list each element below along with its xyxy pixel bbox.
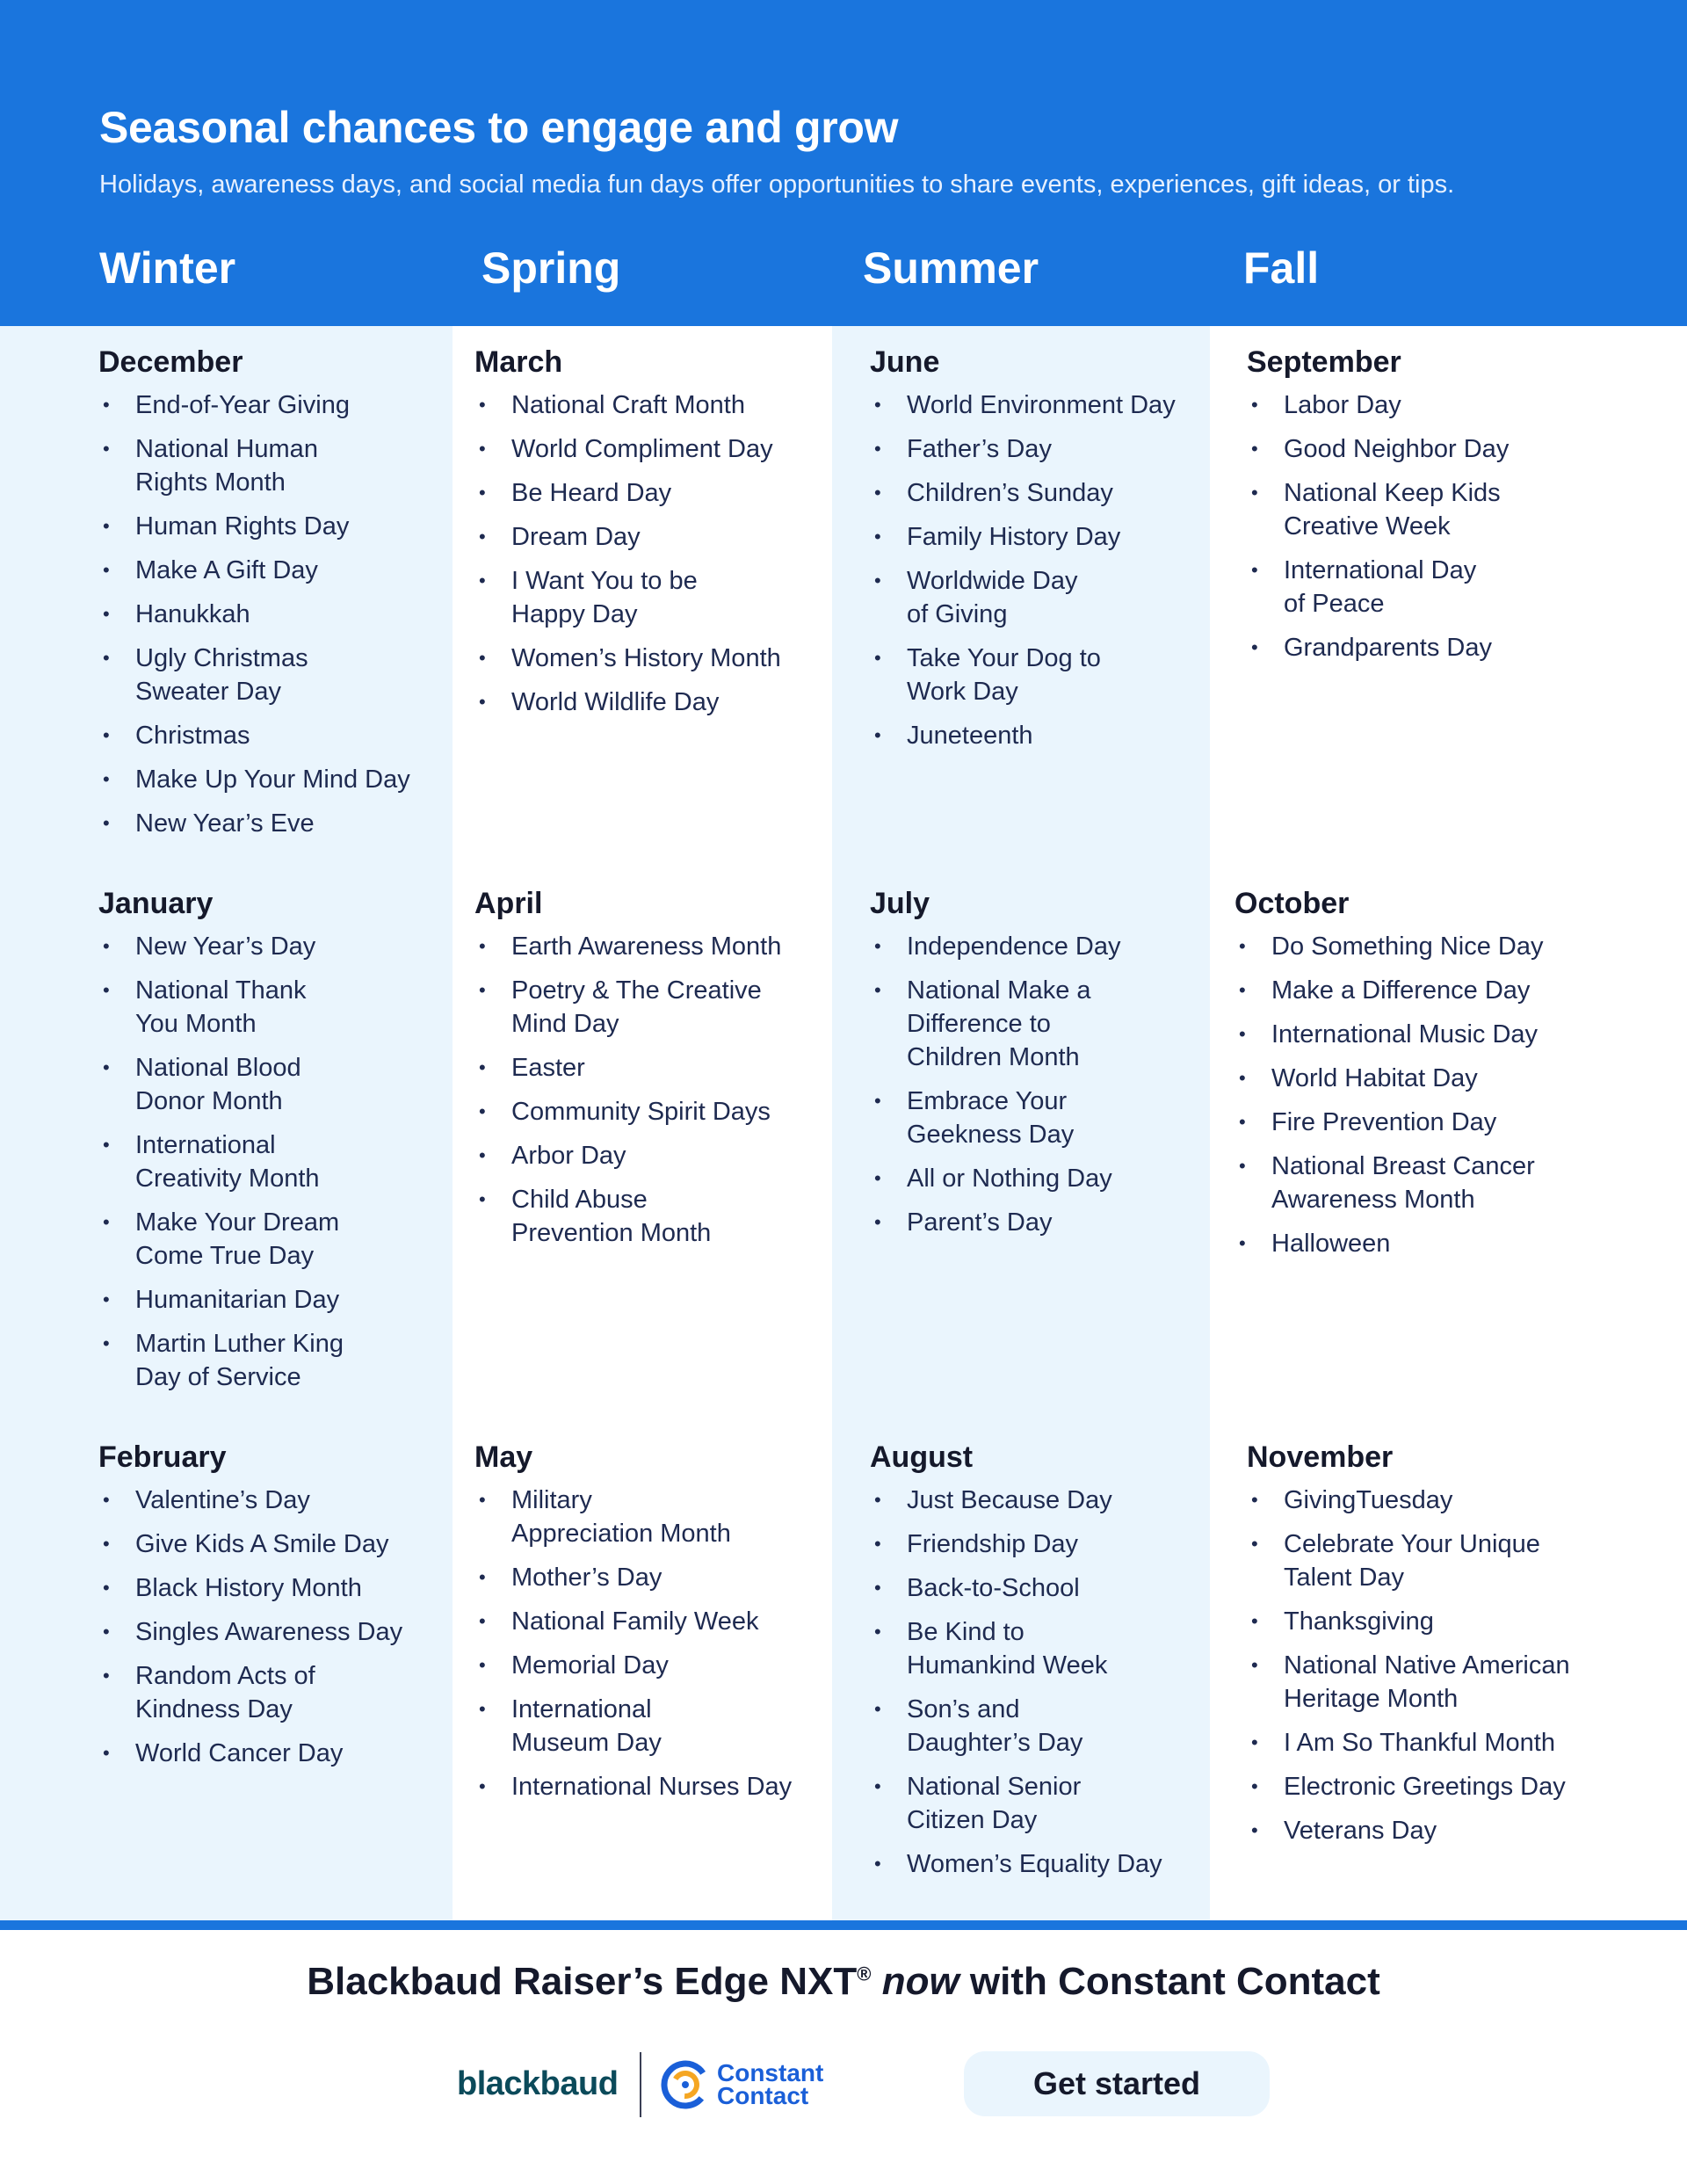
event-label: Women’s Equality Day [907,1850,1162,1878]
bullet-icon: • [1239,979,1246,1001]
event-list-item [870,564,1221,631]
event-label: National Blood Donor Month [135,1054,301,1115]
footer-tagline [0,1960,1687,2004]
event-label: World Environment Day [907,391,1176,419]
event-label: Poetry & The Creative Mind Day [511,976,762,1038]
event-list [870,388,1221,752]
event-label: Memorial Day [511,1651,669,1680]
month-block-october [1234,886,1586,1271]
bullet-icon: • [1251,1533,1258,1555]
event-label: Take Your Dog to Work Day [907,644,1101,706]
bullet-icon: • [479,691,486,713]
month-block-december [98,345,450,851]
bullet-icon: • [479,979,486,1001]
bullet-icon: • [479,570,486,591]
season-heading-winter: Winter [99,243,236,293]
bullet-icon: • [874,1698,881,1720]
event-label: Celebrate Your Unique Talent Day [1284,1530,1540,1592]
month-block-april [474,886,826,1260]
bullet-icon: • [1239,1111,1246,1133]
bullet-icon: • [1251,1775,1258,1797]
event-list [1247,1484,1598,1847]
bullet-icon: • [1239,1155,1246,1177]
event-label: Humanitarian Day [135,1286,340,1314]
bullet-icon: • [103,1056,110,1078]
event-label: International Music Day [1271,1020,1539,1048]
bullet-icon: • [103,1489,110,1511]
month-heading: February [98,1440,227,1474]
event-label: Arbor Day [511,1142,626,1170]
month-heading: May [474,1440,533,1474]
event-list-item [870,1484,1221,1517]
event-label: Make Your Dream Come True Day [135,1208,340,1270]
event-label: End-of-Year Giving [135,391,350,419]
event-label: World Wildlife Day [511,688,720,716]
month-block-january [98,886,450,1404]
cc-logo-line2: Contact [717,2082,809,2109]
event-label: New Year’s Day [135,932,316,961]
event-list-item [870,1527,1221,1561]
event-label: National Human Rights Month [135,435,318,497]
event-list-item [474,930,826,963]
event-label: Give Kids A Smile Day [135,1530,389,1558]
event-list-item [1247,1770,1598,1803]
month-block-february [98,1440,450,1781]
bullet-icon: • [1251,482,1258,504]
bullet-icon: • [479,482,486,504]
bullet-icon: • [103,935,110,957]
get-started-button[interactable]: Get started [964,2051,1270,2116]
event-list [1234,930,1586,1260]
event-list-item [98,930,450,963]
event-list-item [98,1527,450,1561]
month-heading: July [870,887,930,920]
bullet-icon: • [874,1090,881,1112]
bullet-icon: • [479,1144,486,1166]
event-label: Child Abuse Prevention Month [511,1186,712,1247]
event-list-item [870,476,1221,510]
month-block-june [870,345,1221,763]
event-label: Friendship Day [907,1530,1079,1558]
bullet-icon: • [1251,559,1258,581]
month-heading: December [98,345,243,379]
season-heading-fall: Fall [1243,243,1320,293]
event-list-item [474,1051,826,1085]
bullet-icon: • [479,1610,486,1632]
season-heading-summer: Summer [863,243,1039,293]
page-subtitle: Holidays, awareness days, and social media fun days offer opportunities to share events, experiences, gift ideas, or tips. [99,171,1455,199]
event-list-item [870,1615,1221,1682]
event-list-item [1247,1484,1598,1517]
bullet-icon: • [479,438,486,460]
bullet-icon: • [103,1665,110,1687]
event-list [98,930,450,1394]
bullet-icon: • [874,570,881,591]
event-list-item [98,1051,450,1118]
bullet-icon: • [874,979,881,1001]
event-list-item [474,520,826,554]
event-list-item [474,1139,826,1172]
event-list-item [1247,388,1598,422]
bullet-icon: • [103,1621,110,1643]
event-list-item [98,1659,450,1726]
event-label: National Native American Heritage Month [1284,1651,1570,1713]
event-label: Singles Awareness Day [135,1618,403,1646]
event-list-item [1247,1527,1598,1594]
month-block-july [870,886,1221,1250]
event-list-item [98,554,450,587]
bullet-icon: • [103,603,110,625]
event-list-item [98,719,450,752]
event-list-item [870,1571,1221,1605]
event-list-item [870,930,1221,963]
month-heading: August [870,1440,974,1474]
event-label: International Nurses Day [511,1773,793,1801]
event-label: New Year’s Eve [135,809,315,838]
event-list-item [474,1484,826,1550]
event-list-item [1234,1018,1586,1051]
event-label: Veterans Day [1284,1817,1437,1845]
event-list-item [474,564,826,631]
event-label: International Museum Day [511,1695,662,1757]
event-label: Mother’s Day [511,1564,662,1592]
event-list [870,930,1221,1239]
month-block-may [474,1440,826,1814]
bullet-icon: • [103,768,110,790]
event-label: Women’s History Month [511,644,781,672]
month-block-march [474,345,826,729]
event-label: Black History Month [135,1574,362,1602]
event-label: National Senior Citizen Day [907,1773,1082,1834]
event-list-item [1247,1605,1598,1638]
event-list-item [98,642,450,708]
month-block-november [1247,1440,1598,1858]
bullet-icon: • [874,724,881,746]
month-heading: April [474,887,543,920]
event-list-item [98,1737,450,1770]
event-label: Grandparents Day [1284,634,1492,662]
event-list-item [870,432,1221,466]
event-label: Valentine’s Day [135,1486,310,1514]
constant-contact-mark-icon [661,2060,710,2109]
event-list-item [98,598,450,631]
event-label: National Craft Month [511,391,745,419]
event-list [98,1484,450,1770]
event-list-item [1234,974,1586,1007]
bullet-icon: • [1239,1023,1246,1045]
event-list-item [98,1283,450,1317]
event-list-item [474,1095,826,1128]
event-label: Ugly Christmas Sweater Day [135,644,308,706]
event-list-item [98,510,450,543]
event-label: GivingTuesday [1284,1486,1453,1514]
month-heading: January [98,887,214,920]
event-list-item [1247,1649,1598,1716]
bullet-icon: • [479,1056,486,1078]
bullet-icon: • [874,1489,881,1511]
bullet-icon: • [874,1775,881,1797]
event-label: Easter [511,1054,585,1082]
event-list-item [474,1649,826,1682]
event-label: Earth Awareness Month [511,932,782,961]
event-list-item [1247,432,1598,466]
event-label: Back-to-School [907,1574,1080,1602]
bullet-icon: • [103,394,110,416]
event-list-item [1234,1227,1586,1260]
event-label: Embrace Your Geekness Day [907,1087,1075,1149]
event-label: Do Something Nice Day [1271,932,1544,961]
event-label: Be Kind to Humankind Week [907,1618,1108,1680]
blackbaud-logo: blackbaud [457,2065,619,2102]
event-label: Children’s Sunday [907,479,1113,507]
page-title: Seasonal chances to engage and grow [99,103,899,152]
event-list-item [1247,554,1598,620]
event-list [474,930,826,1250]
event-label: Make A Gift Day [135,556,318,584]
event-label: Martin Luther King Day of Service [135,1330,344,1391]
bullet-icon: • [103,724,110,746]
month-heading: June [870,345,940,379]
bullet-icon: • [103,515,110,537]
month-heading: October [1234,887,1350,920]
bullet-icon: • [1251,1489,1258,1511]
bullet-icon: • [479,526,486,548]
event-list-item [870,719,1221,752]
event-label: Electronic Greetings Day [1284,1773,1566,1801]
bullet-icon: • [103,812,110,834]
event-list-item [1234,1062,1586,1095]
event-list-item [1247,476,1598,543]
bullet-icon: • [874,1167,881,1189]
event-list-item [1247,1726,1598,1760]
bullet-icon: • [1251,394,1258,416]
bullet-icon: • [479,394,486,416]
bullet-icon: • [874,438,881,460]
event-label: Just Because Day [907,1486,1112,1514]
event-label: Worldwide Day of Giving [907,567,1078,628]
event-label: Be Heard Day [511,479,672,507]
month-heading: September [1247,345,1401,379]
event-label: National Family Week [511,1607,759,1636]
event-label: National Thank You Month [135,976,307,1038]
bullet-icon: • [479,1489,486,1511]
event-label: Make a Difference Day [1271,976,1531,1005]
bullet-icon: • [103,647,110,669]
bullet-icon: • [1251,1819,1258,1841]
event-label: Family History Day [907,523,1121,551]
bullet-icon: • [874,1621,881,1643]
event-list-item [870,1162,1221,1195]
event-label: International Creativity Month [135,1131,320,1193]
month-block-august [870,1440,1221,1891]
bullet-icon: • [874,482,881,504]
event-list-item [98,807,450,840]
season-heading-spring: Spring [481,243,621,293]
constant-contact-logo [661,2060,823,2109]
bullet-icon: • [103,1533,110,1555]
event-label: I Am So Thankful Month [1284,1729,1555,1757]
event-list-item [1234,1150,1586,1216]
event-list-item [474,686,826,719]
event-list-item [474,1561,826,1594]
event-list-item [474,1183,826,1250]
event-list-item [474,1693,826,1760]
bullet-icon: • [103,559,110,581]
event-label: Dream Day [511,523,641,551]
event-label: National Make a Difference to Children Month [907,976,1091,1071]
tagline-now: now [881,1960,959,2003]
bullet-icon: • [479,1188,486,1210]
event-list-item [1247,1814,1598,1847]
bullet-icon: • [103,1288,110,1310]
event-list-item [870,1770,1221,1837]
bullet-icon: • [103,979,110,1001]
bullet-icon: • [1239,935,1246,957]
event-label: Make Up Your Mind Day [135,765,410,794]
registered-mark: ® [857,1963,872,1985]
bullet-icon: • [1239,1067,1246,1089]
bullet-icon: • [479,1654,486,1676]
event-list-item [870,520,1221,554]
bullet-icon: • [103,1577,110,1599]
event-list-item [98,1128,450,1195]
event-list-item [98,974,450,1041]
event-list-item [870,388,1221,422]
header-banner [0,0,1687,326]
event-label: National Keep Kids Creative Week [1284,479,1501,541]
bullet-icon: • [1251,636,1258,658]
event-list-item [98,1615,450,1649]
bullet-icon: • [103,1742,110,1764]
event-list-item [474,642,826,675]
event-label: Son’s and Daughter’s Day [907,1695,1083,1757]
bullet-icon: • [1251,1610,1258,1632]
event-label: Fire Prevention Day [1271,1108,1497,1136]
event-label: World Habitat Day [1271,1064,1478,1092]
event-list-item [1247,631,1598,664]
event-list-item [474,476,826,510]
event-label: World Cancer Day [135,1739,344,1767]
event-list-item [870,974,1221,1074]
event-label: Military Appreciation Month [511,1486,731,1548]
event-list [1247,388,1598,664]
event-list [474,1484,826,1803]
event-list-item [98,1327,450,1394]
event-list [474,388,826,719]
month-heading: November [1247,1440,1394,1474]
footer-divider-bar [0,1920,1687,1930]
event-list-item [98,763,450,796]
event-label: Christmas [135,722,250,750]
event-label: All or Nothing Day [907,1165,1112,1193]
bullet-icon: • [479,1566,486,1588]
event-list-item [98,1484,450,1517]
bullet-icon: • [103,1134,110,1156]
event-label: Human Rights Day [135,512,350,541]
event-label: Hanukkah [135,600,250,628]
event-label: World Compliment Day [511,435,773,463]
event-list-item [98,1206,450,1273]
bullet-icon: • [1251,438,1258,460]
event-label: National Breast Cancer Awareness Month [1271,1152,1535,1214]
event-list-item [98,1571,450,1605]
bullet-icon: • [1251,1731,1258,1753]
event-label: Halloween [1271,1230,1391,1258]
bullet-icon: • [1251,1654,1258,1676]
event-label: Good Neighbor Day [1284,435,1510,463]
event-label: Community Spirit Days [511,1098,771,1126]
event-label: International Day of Peace [1284,556,1477,618]
event-label: Labor Day [1284,391,1401,419]
tagline-partner: with Constant Contact [969,1960,1380,2003]
event-list-item [474,432,826,466]
bullet-icon: • [874,526,881,548]
event-list-item [870,1206,1221,1239]
event-list [98,388,450,840]
bullet-icon: • [479,1698,486,1720]
bullet-icon: • [479,647,486,669]
bullet-icon: • [1239,1232,1246,1254]
event-label: Parent’s Day [907,1208,1053,1237]
event-label: Father’s Day [907,435,1052,463]
bullet-icon: • [479,1100,486,1122]
event-list-item [870,1085,1221,1151]
bullet-icon: • [874,1853,881,1875]
tagline-product: Blackbaud Raiser’s Edge NXT [307,1960,858,2003]
bullet-icon: • [103,1332,110,1354]
bullet-icon: • [103,438,110,460]
bullet-icon: • [874,1577,881,1599]
bullet-icon: • [874,1533,881,1555]
event-list-item [1234,930,1586,963]
bullet-icon: • [874,1211,881,1233]
bullet-icon: • [479,1775,486,1797]
event-list-item [870,642,1221,708]
event-list-item [474,1770,826,1803]
month-block-september [1247,345,1598,675]
event-list-item [474,974,826,1041]
bullet-icon: • [479,935,486,957]
event-label: Juneteenth [907,722,1033,750]
event-list-item [98,432,450,499]
event-list [870,1484,1221,1881]
bullet-icon: • [874,935,881,957]
event-label: I Want You to be Happy Day [511,567,698,628]
event-list-item [98,388,450,422]
month-heading: March [474,345,563,379]
event-list-item [474,388,826,422]
event-label: Independence Day [907,932,1121,961]
logo-divider [640,2052,641,2117]
cc-logo-line1: Constant [717,2059,824,2086]
event-label: Thanksgiving [1284,1607,1434,1636]
event-label: Random Acts of Kindness Day [135,1662,315,1723]
event-list-item [870,1847,1221,1881]
event-list-item [474,1605,826,1638]
event-list-item [870,1693,1221,1760]
event-list-item [1234,1106,1586,1139]
bullet-icon: • [874,647,881,669]
bullet-icon: • [874,394,881,416]
bullet-icon: • [103,1211,110,1233]
